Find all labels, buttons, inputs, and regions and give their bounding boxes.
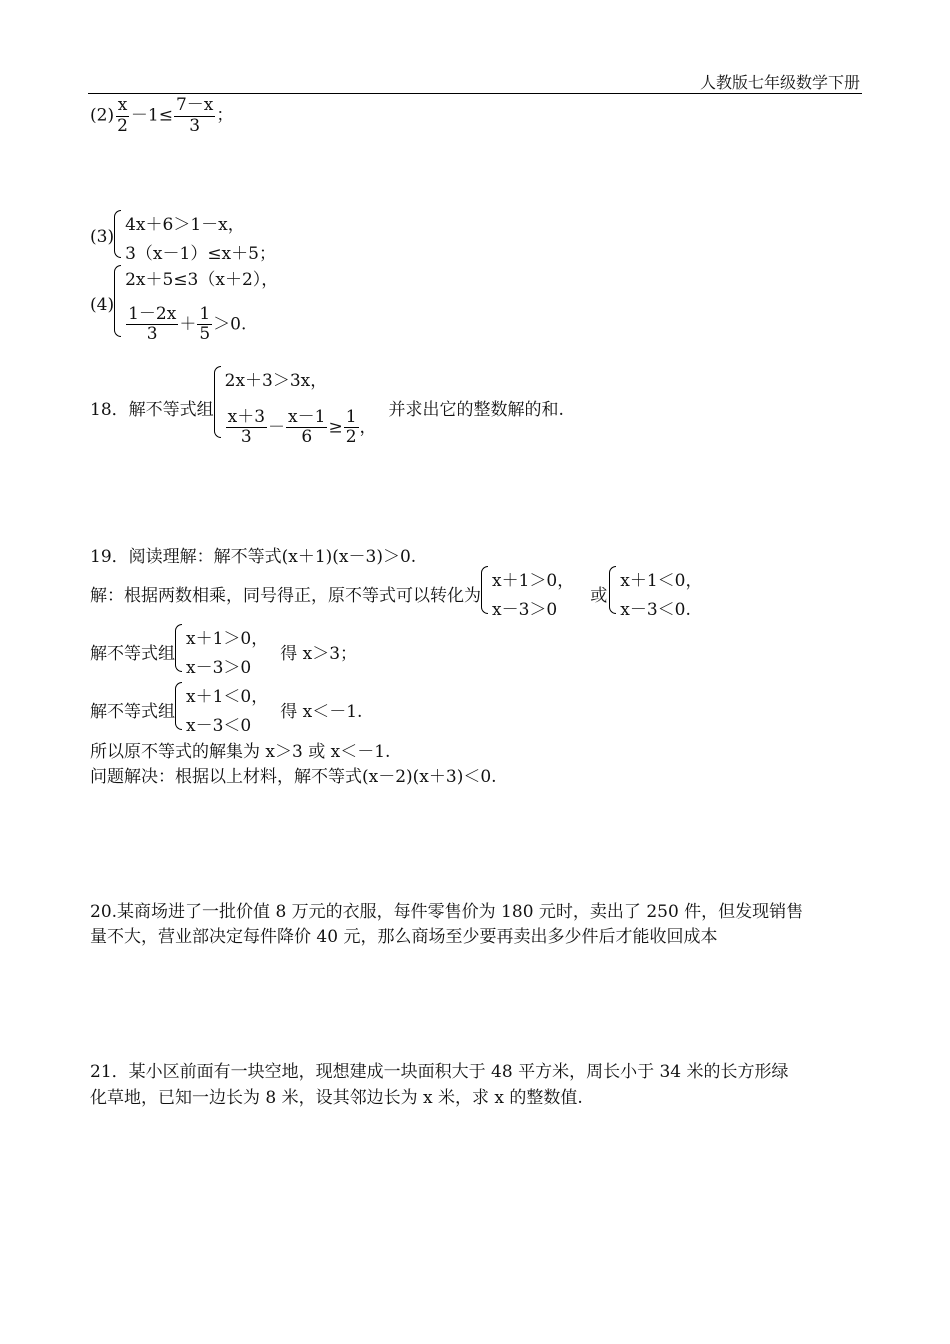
- page-header: 人教版七年级数学下册: [699, 73, 860, 92]
- question-2: (2) $\frac{x}{2}$ －1≤ $\frac{7-x}{3}$ ；: [90, 95, 234, 136]
- fraction: $\frac{1-2x}{3}$: [128, 303, 177, 345]
- question-18: 18．解不等式组 2x＋3＞3x， $\frac{x+3}{3}$ － $\frac{x-1}{6}$ ≥ $\frac{1}{2}$ ， 并求出它的整数解的和.: [90, 366, 564, 448]
- brace: [114, 265, 121, 337]
- brace: [114, 210, 121, 258]
- brace: [481, 566, 488, 614]
- brace: [175, 624, 182, 672]
- fraction: $\frac{1}{2}$: [345, 406, 357, 448]
- question-19-title: 19．阅读理解：解不等式(x＋1)(x－3)＞0.: [90, 547, 417, 567]
- header-rule: [88, 93, 862, 94]
- question-20-line1: 20.某商场进了一批价值 8 万元的衣服，每件零售价为 180 元时，卖出了 250 件，但发现销售: [90, 902, 804, 922]
- question-19-problem: 问题解决：根据以上材料，解不等式(x－2)(x＋3)＜0.: [90, 767, 497, 787]
- question-4: (4) 2x＋5≤3（x＋2）， $\frac{1-2x}{3}$ ＋ $\frac{1}{5}$ ＞0.: [90, 265, 278, 345]
- brace: [175, 682, 182, 730]
- fraction: $\frac{x-1}{6}$: [288, 406, 326, 448]
- brace: [214, 366, 221, 438]
- fraction: $\frac{x}{2}$: [117, 95, 128, 136]
- question-21-line2: 化草地，已知一边长为 8 米，设其邻边长为 x 米，求 x 的整数值.: [90, 1088, 583, 1108]
- question-19-solution: 解：根据两数相乘，同号得正，原不等式可以转化为 x＋1＞0， x－3＞0 或 x＋1＜0， x－3＜0.: [90, 566, 702, 620]
- question-21-line1: 21．某小区前面有一块空地，现想建成一块面积大于 48 平方米，周长小于 34 米的长方形绿: [90, 1062, 789, 1082]
- question-19-step2: 解不等式组 x＋1＜0， x－3＜0 得 x＜－1.: [90, 682, 362, 736]
- question-19-step1: 解不等式组 x＋1＞0， x－3＞0 得 x＞3；: [90, 624, 357, 678]
- question-20-line2: 量不大，营业部决定每件降价 40 元，那么商场至少要再卖出多少件后才能收回成本: [90, 927, 718, 947]
- question-3: (3) 4x＋6＞1－x， 3（x－1）≤x＋5；: [90, 210, 276, 264]
- fraction: $\frac{1}{5}$: [199, 303, 211, 345]
- fraction: $\frac{x+3}{3}$: [227, 406, 266, 448]
- fraction: $\frac{7-x}{3}$: [175, 95, 214, 136]
- brace: [609, 566, 616, 614]
- question-19-conclusion: 所以原不等式的解集为 x＞3 或 x＜－1.: [90, 742, 391, 762]
